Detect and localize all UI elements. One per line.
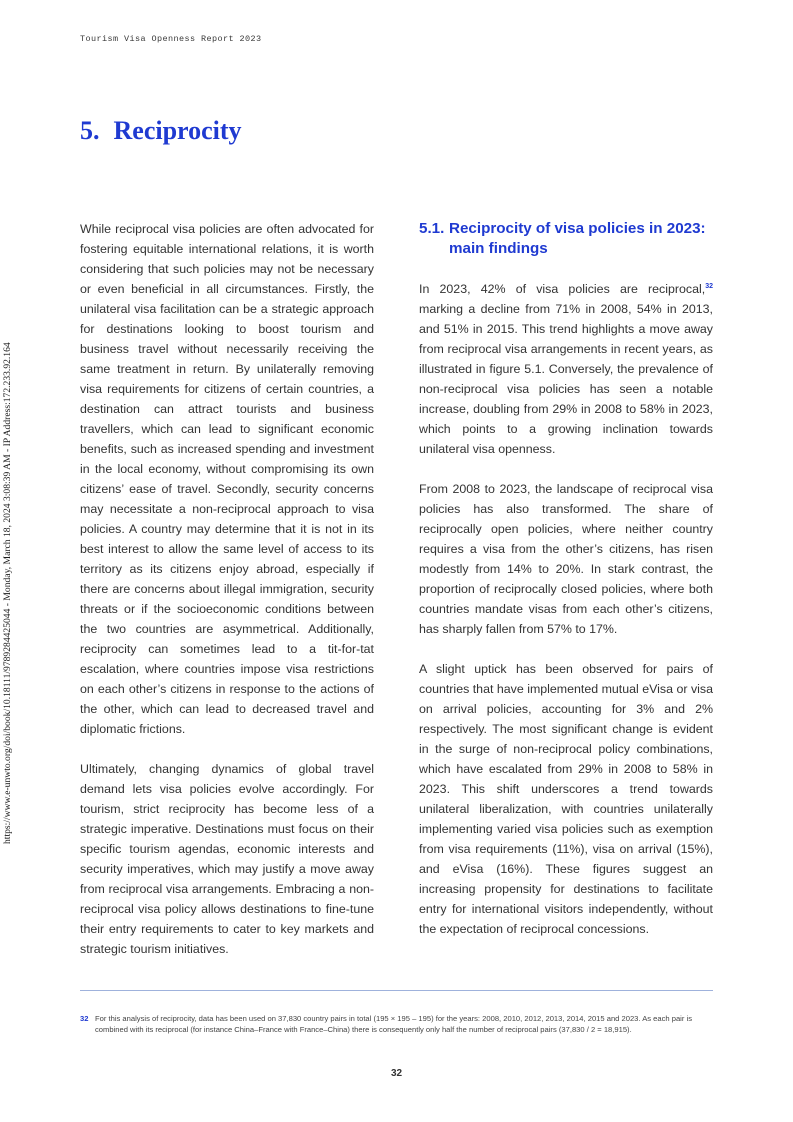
chapter-title-text: Reciprocity: [113, 116, 242, 145]
body-paragraph: Ultimately, changing dynamics of global travel demand lets visa policies evolve accordingly. For tourism, strict reciprocity has become less of a strategic imperative. Destinations must focus on their specific tourism agendas, economic interests and security imperatives, which may justify a move away from reciprocal visa arrangements. Embracing a non-reciprocal visa policy allows destinations to fine-tune their entry requirements to cater to key markets and strategic tourism initiatives.: [80, 762, 374, 956]
footnote: [80, 1014, 700, 1035]
right-column: [419, 219, 713, 959]
chapter-number: 5.: [80, 116, 100, 145]
page-number: 32: [390, 1068, 403, 1079]
body-paragraph: From 2008 to 2023, the landscape of reciprocal visa policies has also transformed. The share of reciprocally open policies, where neither country requires a visa from the other’s citizens, has risen modestly from 14% to 20%. In stark contrast, the proportion of reciprocally closed policies, where both countries mandate visas from each other’s citizens, has sharply fallen from 57% to 17%.: [419, 482, 713, 636]
body-paragraph: [419, 279, 713, 459]
footnote-text: For this analysis of reciprocity, data has been used on 37,830 country pairs in total (195 × 195 – 195) for the years: 2008, 2010, 2012, 2013, 2014, 2015 and 2023. As each pair is combined with its reciprocal (for instance China–France with France–China) there is consequently only half the number of reciprocal pairs (37,830 / 2 = 18,915).: [95, 1014, 692, 1034]
section-number: 5.1.: [419, 220, 445, 237]
footnote-reference[interactable]: 32: [705, 282, 713, 290]
chapter-title: [80, 116, 242, 146]
paragraph-text: In 2023, 42% of visa policies are reciprocal,: [419, 282, 706, 296]
access-stamp: https://www.e-unwto.org/doi/book/10.18111/9789284425044 - Monday, March 18, 2024 3:08:39 AM - IP Address:172.233.92.164: [2, 342, 13, 844]
footnote-divider: [80, 990, 713, 991]
body-paragraph: While reciprocal visa policies are often advocated for fostering equitable international relations, it is worth considering that such policies may not be necessary or even beneficial in all circumstances. Firstly, the unilateral visa facilitation can be a strategic approach for destinations looking to boost tourism and business travel without necessarily receiving the same treatment in return. By unilaterally removing visa requirements for citizens of certain countries, a destination can attract tourists and business travellers, which can lead to significant economic benefits, such as increased spending and investment in the local economy, without compromising its own citizens’ ease of travel. Secondly, security concerns may necessitate a non-reciprocal approach to visa policies. A country may determine that it is not in its best interest to allow the same level of access to its territory as its citizens enjoy abroad, especially if there are concerns about illegal immigration, security threats or if the socioeconomic conditions between the two countries are asymmetrical. Additionally, reciprocity can sometimes lead to a tit-for-tat escalation, where countries impose visa restrictions on each other’s citizens in response to the actions of the other, which can lead to decreased travel and diplomatic frictions.: [80, 222, 374, 736]
footnote-number: 32: [80, 1014, 89, 1023]
section-title: Reciprocity of visa policies in 2023: main findings: [449, 220, 706, 257]
paragraph-text: marking a decline from 71% in 2008, 54% in 2013, and 51% in 2015. This trend highlights a move away from reciprocal visa arrangements in recent years, as illustrated in figure 5.1. Conversely, the prevalence of non-reciprocal visa policies has seen a notable increase, doubling from 29% in 2008 to 58% in 2023, which points to a growing inclination towards unilateral visa openness.: [419, 302, 713, 456]
section-heading: [419, 219, 713, 259]
left-column: [80, 219, 374, 979]
running-header: Tourism Visa Openness Report 2023: [80, 34, 262, 44]
body-paragraph: A slight uptick has been observed for pairs of countries that have implemented mutual eVisa or visa on arrival policies, accounting for 3% and 2% respectively. The most significant change is evident in the surge of non-reciprocal policy combinations, which have escalated from 29% in 2008 to 58% in 2023. This shift underscores a trend towards unilateral liberalization, with countries unilaterally implementing varied visa policies such as exemption from visa requirements (11%), visa on arrival (15%), and eVisa (16%). These figures suggest an increasing propensity for destinations to facilitate entry for international visitors independently, without the expectation of reciprocal concessions.: [419, 662, 713, 936]
